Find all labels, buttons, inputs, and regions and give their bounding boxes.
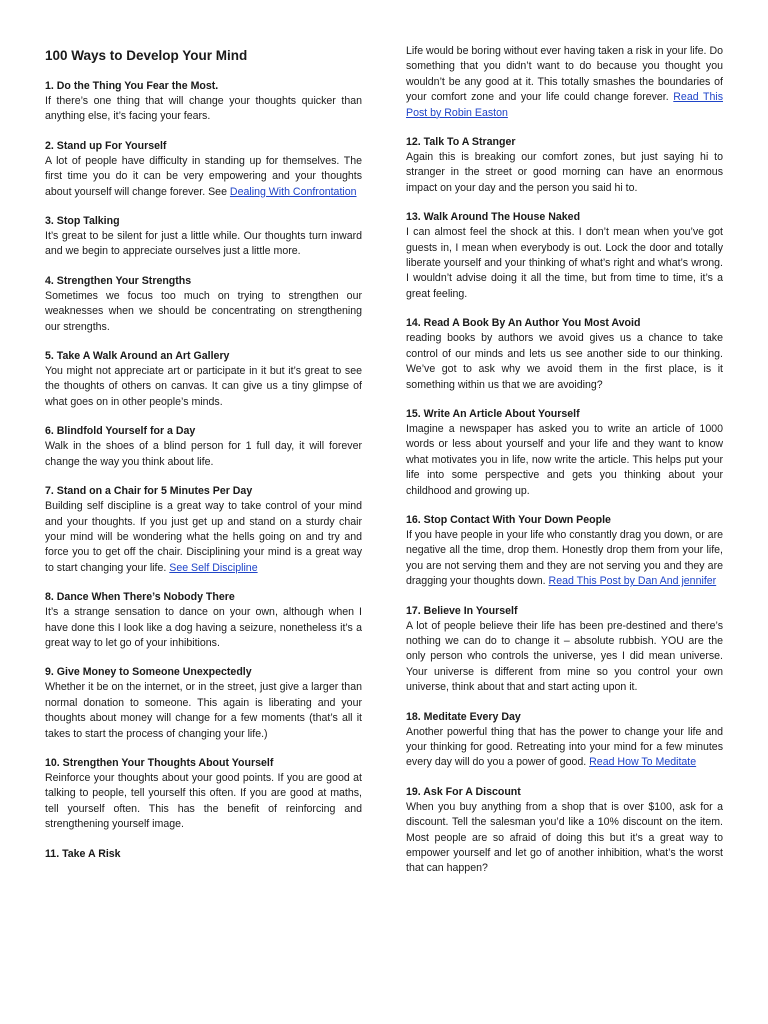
item-body bbox=[45, 499, 362, 576]
item-body bbox=[406, 150, 723, 196]
list-item bbox=[45, 665, 362, 742]
list-item bbox=[406, 513, 723, 590]
list-item bbox=[45, 847, 362, 862]
item-body-text: Again this is breaking our comfort zones, but just saying hi to stranger in the street or good morning can have an enormous impact on your day and the person you said hi to. bbox=[406, 151, 723, 194]
item-body bbox=[45, 229, 362, 260]
item-heading: 1. Do the Thing You Fear the Most. bbox=[45, 80, 219, 92]
item-heading: 15. Write An Article About Yourself bbox=[406, 407, 580, 420]
item-heading: 10. Strengthen Your Thoughts About Yourself bbox=[45, 756, 274, 769]
item-body-text: When you buy anything from a shop that is over $100, ask for a discount. Tell the salesman you’d like a 10% discount on the item. Most people are so afraid of doing this but it’s a great way to empower yourself and let go of another inhibition, what’s the worst that can happen? bbox=[406, 800, 723, 875]
list-item bbox=[45, 756, 362, 833]
item-body bbox=[406, 725, 723, 771]
item-body bbox=[406, 800, 723, 877]
item-heading: 8. Dance When There’s Nobody There bbox=[45, 591, 235, 604]
item-heading: 5. Take A Walk Around an Art Gallery bbox=[45, 350, 230, 363]
item-heading: 14. Read A Book By An Author You Most Avoid bbox=[406, 317, 641, 330]
right-column bbox=[406, 44, 723, 891]
item-heading: 11. Take A Risk bbox=[45, 847, 121, 860]
item-body-text: A lot of people believe their life has been pre-destined and there’s nothing we can do to change it – absolute rubbish. YOU are the only person who controls the universe, yes I did mean universe. Your universe is different from mine so you control your own universe, think about that and start acting upon it. bbox=[406, 619, 723, 694]
item-body-text: Imagine a newspaper has asked you to write an article of 1000 words or less about yourself and your life and they want to know what motivates you in life, now write the article. This helps put your life into some perspective and gets you thinking about your childhood and growing up. bbox=[406, 422, 723, 497]
list-item bbox=[406, 135, 723, 196]
item-body-text: It’s great to be silent for just a little while. Our thoughts turn inward and we begin to appreciate ourselves just a little more. bbox=[45, 230, 362, 258]
item-link[interactable]: Read This Post by Dan And jennifer bbox=[548, 575, 717, 588]
item-heading: 2. Stand up For Yourself bbox=[45, 139, 167, 152]
list-item bbox=[45, 79, 362, 125]
item-body-text: Reinforce your thoughts about your good points. If you are good at talking to people, tell yourself this often. If you are good at maths, tell yourself often. This has the benefit of reinforcing and strengthening yourself image. bbox=[45, 771, 362, 831]
list-item bbox=[45, 214, 362, 260]
item-body bbox=[45, 289, 362, 335]
list-item bbox=[406, 604, 723, 696]
list-item bbox=[406, 44, 723, 121]
list-item bbox=[45, 274, 362, 335]
item-heading: 3. Stop Talking bbox=[45, 215, 120, 228]
item-body bbox=[45, 605, 362, 651]
item-body bbox=[406, 331, 723, 393]
item-body-text: It’s a strange sensation to dance on your own, although when I have done this I look like a dog having a seizure, nonetheless it’s a great way to let go of your inhibitions. bbox=[45, 606, 362, 649]
item-body bbox=[406, 619, 723, 696]
item-body-text: Life would be boring without ever having taken a risk in your life. Do something that you didn’t want to do because you thought you wouldn’t be any good at it. This totally smashes the boundaries of your comfort zone and your life could change forever. bbox=[406, 45, 723, 104]
item-body-text: You might not appreciate art or participate in it but it’s great to see the thoughts of others on canvas. It can give us a tiny glimpse of what goes on in other people’s minds. bbox=[45, 365, 362, 408]
item-link[interactable]: Dealing With Confrontation bbox=[229, 185, 357, 198]
item-body bbox=[45, 771, 362, 833]
item-body-text: Building self discipline is a great way to take control of your mind and your thoughts. If you just get up and stand on a sturdy chair your mind will be wondering what the hells going on and try and force you to get off the chair. Disciplining your mind is a great way to start changing your life. bbox=[45, 500, 362, 574]
item-body bbox=[406, 528, 723, 590]
item-body-text: I can almost feel the shock at this. I don’t mean when you’ve got guests in, I mean when everybody is out. Lock the door and totally liberate yourself and your thinking of what’s right and what’s wrong. I wouldn’t advise doing it all the time, but from time to time, it’s a great feeling. bbox=[406, 226, 723, 300]
item-body-text: Whether it be on the internet, or in the street, just give a larger than normal donation to someone. This again is liberating and your thoughts about money will change for a few moments (that’s all it takes to start the process of changing your life.) bbox=[45, 681, 362, 740]
item-heading: 9. Give Money to Someone Unexpectedly bbox=[45, 666, 252, 679]
item-body bbox=[406, 225, 723, 302]
item-body bbox=[45, 154, 362, 200]
item-body bbox=[45, 364, 362, 410]
item-heading: 19. Ask For A Discount bbox=[406, 785, 521, 798]
item-body bbox=[45, 439, 362, 470]
list-item bbox=[406, 210, 723, 302]
item-body-text: reading books by authors we avoid gives us a chance to take control of our minds and lets us see another side to our thinking. We’ve got to ask why we avoid them in the first place, is it something within us that we are avoiding? bbox=[406, 332, 723, 391]
list-item bbox=[45, 424, 362, 470]
item-body-text: Another powerful thing that has the power to change your life and your thinking for good. Retreating into your mind for a few minutes every day will do you a power of good. bbox=[406, 725, 723, 769]
item-body-text: Sometimes we focus too much on trying to strengthen our weaknesses when we should be concentrating on strengthening our strengths. bbox=[45, 289, 362, 333]
item-heading: 12. Talk To A Stranger bbox=[406, 136, 516, 149]
list-item bbox=[406, 407, 723, 499]
item-body-text: A lot of people have difficulty in standing up for themselves. The first time you do it can be very empowering and your thoughts about yourself will change forever. See bbox=[45, 154, 362, 198]
item-heading: 18. Meditate Every Day bbox=[406, 710, 521, 723]
item-link[interactable]: Read How To Meditate bbox=[589, 756, 697, 769]
item-heading: 13. Walk Around The House Naked bbox=[406, 211, 581, 224]
item-heading: 4. Strengthen Your Strengths bbox=[45, 274, 192, 287]
list-item bbox=[45, 590, 362, 651]
item-body-text: If there’s one thing that will change your thoughts quicker than anything else, it’s facing your fears. bbox=[45, 95, 362, 123]
left-item-list bbox=[45, 79, 362, 862]
item-body bbox=[45, 94, 362, 125]
item-heading: 6. Blindfold Yourself for a Day bbox=[45, 425, 196, 438]
item-body-text: If you have people in your life who constantly drag you down, or are negative all the time, drop them. Honestly drop them from your life, you are not serving them and they are not serving you and they are dragging your thoughts down. bbox=[406, 528, 723, 588]
item-heading: 17. Believe In Yourself bbox=[406, 604, 518, 617]
document-title: 100 Ways to Develop Your Mind bbox=[45, 48, 248, 63]
list-item bbox=[406, 316, 723, 393]
list-item bbox=[406, 785, 723, 877]
right-item-list bbox=[406, 44, 723, 877]
item-body bbox=[406, 422, 723, 499]
list-item bbox=[406, 710, 723, 771]
item-link[interactable]: See Self Discipline bbox=[169, 561, 258, 574]
left-column bbox=[45, 44, 362, 876]
item-heading: 16. Stop Contact With Your Down People bbox=[406, 513, 611, 526]
list-item bbox=[45, 484, 362, 576]
item-link[interactable]: Read This Post by Robin Easton bbox=[406, 91, 723, 119]
list-item bbox=[45, 349, 362, 410]
list-item bbox=[45, 139, 362, 200]
item-body-text: Walk in the shoes of a blind person for 1 full day, it will forever change the way you think about life. bbox=[45, 440, 362, 468]
item-body bbox=[45, 680, 362, 742]
item-body bbox=[406, 44, 723, 121]
item-heading: 7. Stand on a Chair for 5 Minutes Per Day bbox=[45, 485, 253, 498]
